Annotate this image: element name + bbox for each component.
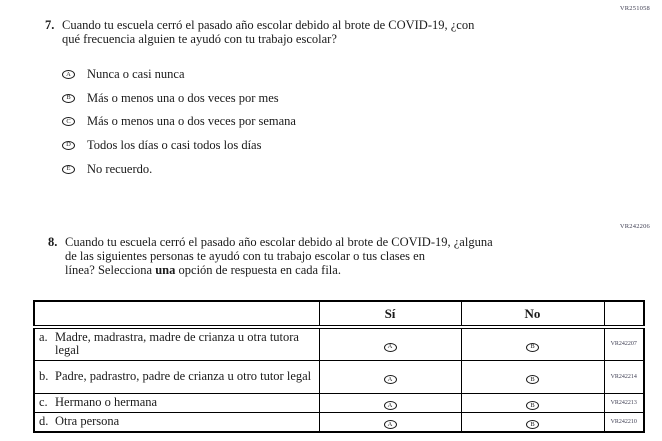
row-b-yes-cell (319, 360, 461, 393)
row-c-yes-cell (319, 393, 461, 412)
question-8 (48, 235, 608, 277)
question-7-text (62, 18, 474, 46)
row-c-yes-bubble-icon[interactable]: A (384, 401, 397, 410)
row-d-yes-bubble-icon[interactable]: A (384, 420, 397, 429)
option-label-c: Más o menos una o dos veces por semana (87, 114, 296, 129)
row-a-yes-bubble-icon[interactable]: A (384, 343, 397, 352)
row-b-letter: b. (39, 368, 49, 383)
option-row-a (62, 63, 296, 87)
option-row-b (62, 87, 296, 111)
answer-bubble-a-icon[interactable]: A (62, 70, 75, 79)
row-c-label: Hermano o hermana (55, 394, 158, 409)
question-8-line-3-bold: una (155, 263, 176, 277)
row-a-yes-cell (319, 327, 461, 360)
table-header-row (34, 301, 644, 327)
option-label-e: No recuerdo. (87, 161, 153, 176)
row-c-no-bubble-icon[interactable]: B (526, 401, 539, 410)
question-8-line-1: Cuando tu escuela cerró el pasado año escolar debido al brote de COVID-19, ¿alguna (65, 235, 493, 249)
question-7-line-2: qué frecuencia alguien te ayudó con tu trabajo escolar? (62, 32, 337, 46)
answer-bubble-c-icon[interactable]: C (62, 117, 75, 126)
question-8-line-2: de las siguientes personas te ayudó con tu trabajo escolar o tus clases en (65, 249, 425, 263)
question-7-number: 7. (45, 18, 55, 32)
answer-bubble-d-icon[interactable]: D (62, 141, 75, 150)
table-row (34, 393, 644, 412)
answer-bubble-e-icon[interactable]: E (62, 165, 75, 174)
question-7-code: VR251058 (619, 5, 650, 12)
question-8-line-3-post: opción de respuesta en cada fila. (175, 263, 341, 277)
option-label-b: Más o menos una o dos veces por mes (87, 90, 279, 105)
row-d-label-cell (34, 412, 319, 432)
question-8-code: VR242206 (619, 223, 650, 230)
row-a-label-cell (34, 327, 319, 360)
row-d-label: Otra persona (55, 413, 120, 428)
row-d-no-cell (461, 412, 604, 432)
row-d-code: VR242210 (604, 412, 644, 432)
header-yes: Sí (319, 301, 461, 327)
option-row-d (62, 134, 296, 158)
table-row (34, 360, 644, 393)
row-b-code: VR242214 (604, 360, 644, 393)
header-empty-cell (34, 301, 319, 327)
row-b-yes-bubble-icon[interactable]: A (384, 375, 397, 384)
question-8-number: 8. (48, 235, 58, 249)
row-c-code: VR242213 (604, 393, 644, 412)
row-a-label: Madre, madrastra, madre de crianza u otra tutora legal (55, 329, 299, 358)
question-8-text (65, 235, 493, 277)
question-8-line-3 (65, 263, 493, 277)
question-7 (45, 18, 605, 46)
row-d-no-bubble-icon[interactable]: B (526, 420, 539, 429)
header-no: No (461, 301, 604, 327)
row-b-no-bubble-icon[interactable]: B (526, 375, 539, 384)
header-code-cell (604, 301, 644, 327)
option-row-e (62, 157, 296, 181)
question-7-options (62, 63, 296, 181)
answer-bubble-b-icon[interactable]: B (62, 94, 75, 103)
row-a-letter: a. (39, 329, 48, 344)
row-c-no-cell (461, 393, 604, 412)
row-a-code: VR242207 (604, 327, 644, 360)
row-b-label-cell (34, 360, 319, 393)
row-a-no-cell (461, 327, 604, 360)
row-b-no-cell (461, 360, 604, 393)
table-row (34, 412, 644, 432)
question-8-line-3-pre: línea? Selecciona (65, 263, 156, 277)
row-d-yes-cell (319, 412, 461, 432)
row-b-label: Padre, padrastro, padre de crianza u otro tutor legal (55, 368, 312, 383)
row-d-letter: d. (39, 413, 49, 428)
table-row (34, 327, 644, 360)
option-label-a: Nunca o casi nunca (87, 67, 185, 82)
row-c-label-cell (34, 393, 319, 412)
question-8-response-table (33, 300, 645, 433)
row-a-no-bubble-icon[interactable]: B (526, 343, 539, 352)
option-label-d: Todos los días o casi todos los días (87, 138, 262, 153)
question-7-line-1: Cuando tu escuela cerró el pasado año escolar debido al brote de COVID-19, ¿con (62, 18, 475, 32)
option-row-c (62, 110, 296, 134)
row-c-letter: c. (39, 394, 48, 409)
